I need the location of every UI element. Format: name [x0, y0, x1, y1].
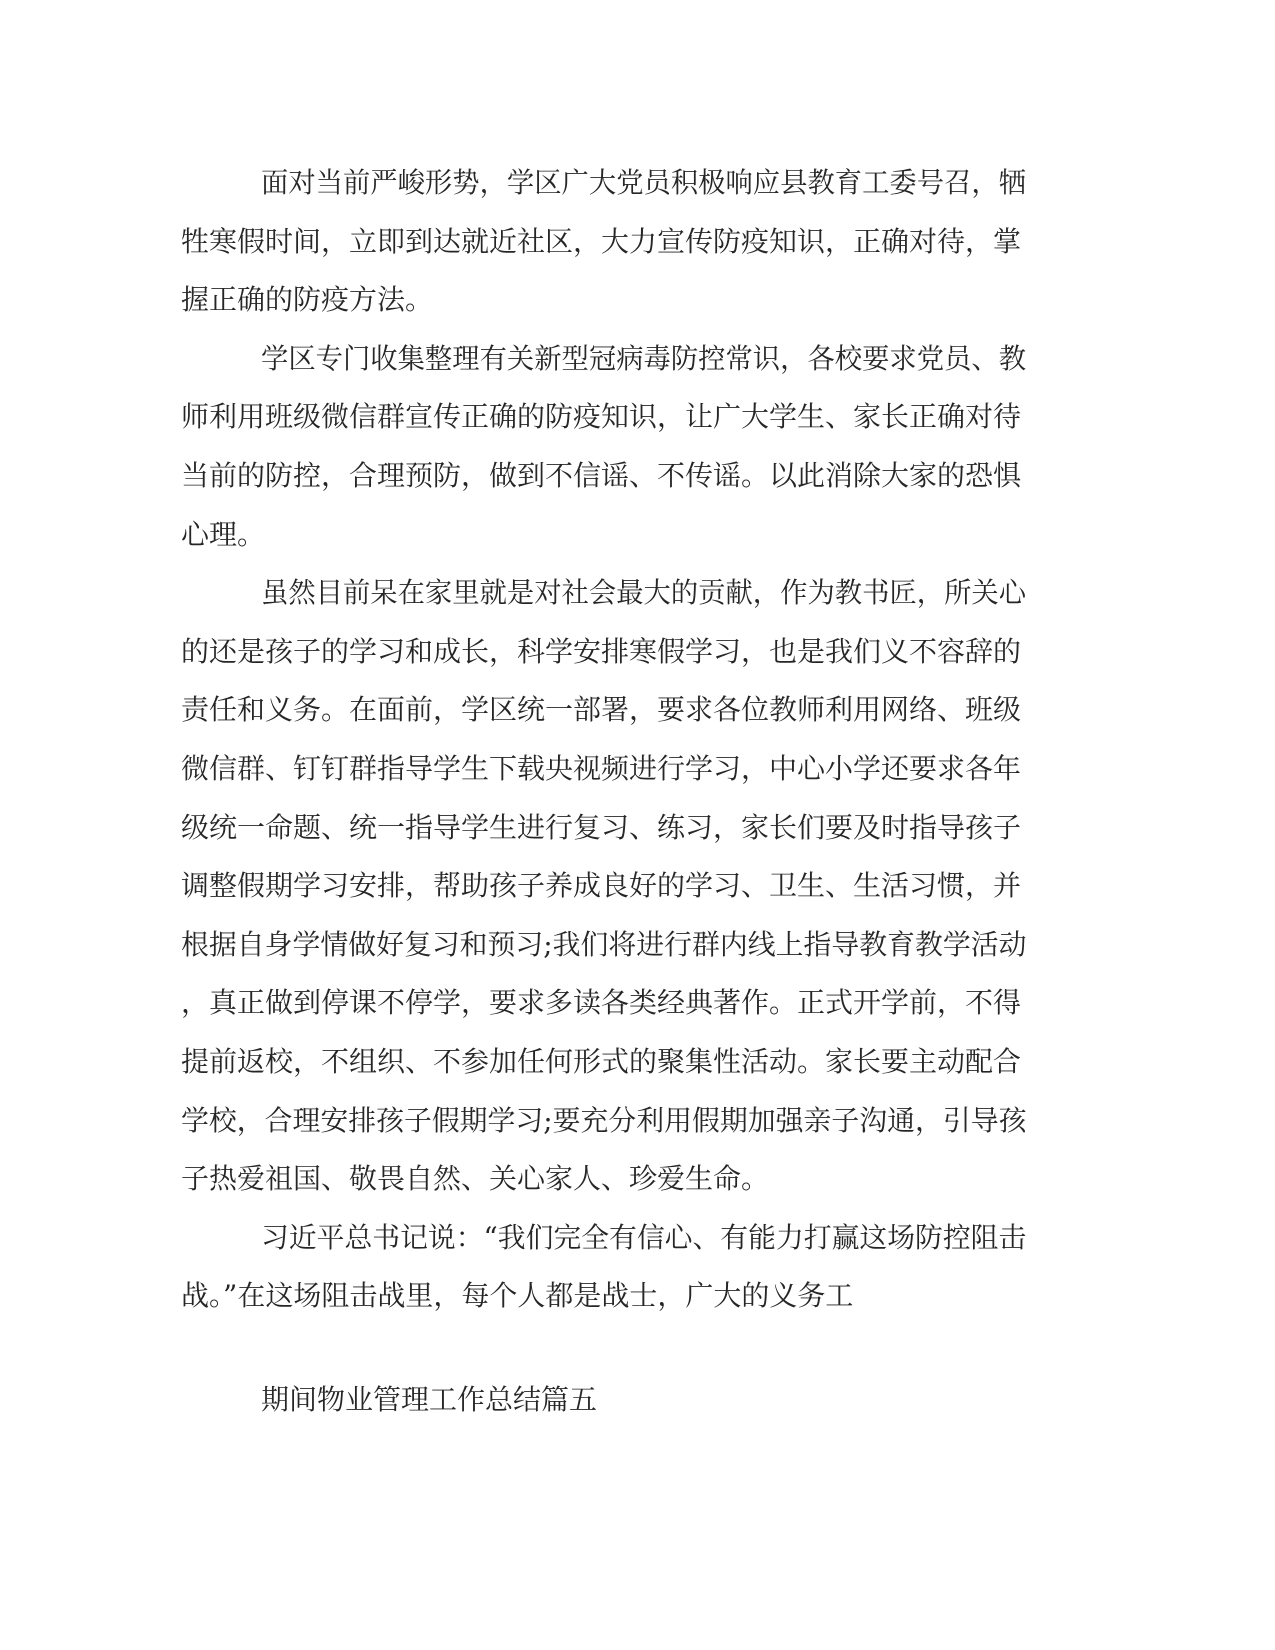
- section-heading: 期间物业管理工作总结篇五: [261, 1383, 598, 1416]
- paragraph-3-line-10: 学校，合理安排孩子假期学习;要充分利用假期加强亲子沟通，引导孩: [181, 1103, 1027, 1137]
- paragraph-3-line-4: 微信群、钉钉群指导学生下载央视频进行学习，中心小学还要求各年: [181, 752, 1022, 785]
- paragraph-4-line-1: 习近平总书记说：“我们完全有信心、有能力打赢这场防控阻击: [261, 1220, 1027, 1254]
- paragraph-1-line-2: 牲寒假时间，立即到达就近社区，大力宣传防疫知识，正确对待，掌: [181, 224, 1022, 258]
- paragraph-3-line-1: 虽然目前呆在家里就是对社会最大的贡献，作为教书匠，所关心: [261, 576, 1027, 610]
- paragraph-3-line-11: 子热爱祖国、敬畏自然、关心家人、珍爱生命。: [181, 1162, 770, 1196]
- paragraph-4-line-2: 战。”在这场阻击战里，每个人都是战士，广大的义务工: [181, 1279, 854, 1313]
- paragraph-1-line-3: 握正确的防疫方法。: [181, 283, 434, 317]
- paragraph-2-line-1: 学区专门收集整理有关新型冠病毒防控常识，各校要求党员、教: [261, 341, 1027, 375]
- paragraph-3-line-3: 责任和义务。在面前，学区统一部署，要求各位教师利用网络、班级: [181, 693, 1022, 727]
- paragraph-3-line-9: 提前返校，不组织、不参加任何形式的聚集性活动。家长要主动配合: [181, 1045, 1022, 1078]
- paragraph-2-line-3: 当前的防控，合理预防，做到不信谣、不传谣。以此消除大家的恐惧: [181, 459, 1022, 492]
- paragraph-3-line-2: 的还是孩子的学习和成长，科学安排寒假学习，也是我们义不容辞的: [181, 634, 1022, 668]
- paragraph-1-line-1: 面对当前严峻形势，学区广大党员积极响应县教育工委号召，牺: [261, 166, 1027, 199]
- paragraph-2-line-2: 师利用班级微信群宣传正确的防疫知识，让广大学生、家长正确对待: [181, 400, 1022, 434]
- paragraph-3-line-7: 根据自身学情做好复习和预习;我们将进行群内线上指导教育教学活动: [181, 927, 1027, 961]
- paragraph-3-line-8: ，真正做到停课不停学，要求多读各类经典著作。正式开学前，不得: [181, 986, 1022, 1020]
- paragraph-2-line-4: 心理。: [181, 517, 266, 551]
- paragraph-3-line-5: 级统一命题、统一指导学生进行复习、练习，家长们要及时指导孩子: [181, 810, 1022, 844]
- paragraph-3-line-6: 调整假期学习安排，帮助孩子养成良好的学习、卫生、生活习惯，并: [181, 869, 1022, 903]
